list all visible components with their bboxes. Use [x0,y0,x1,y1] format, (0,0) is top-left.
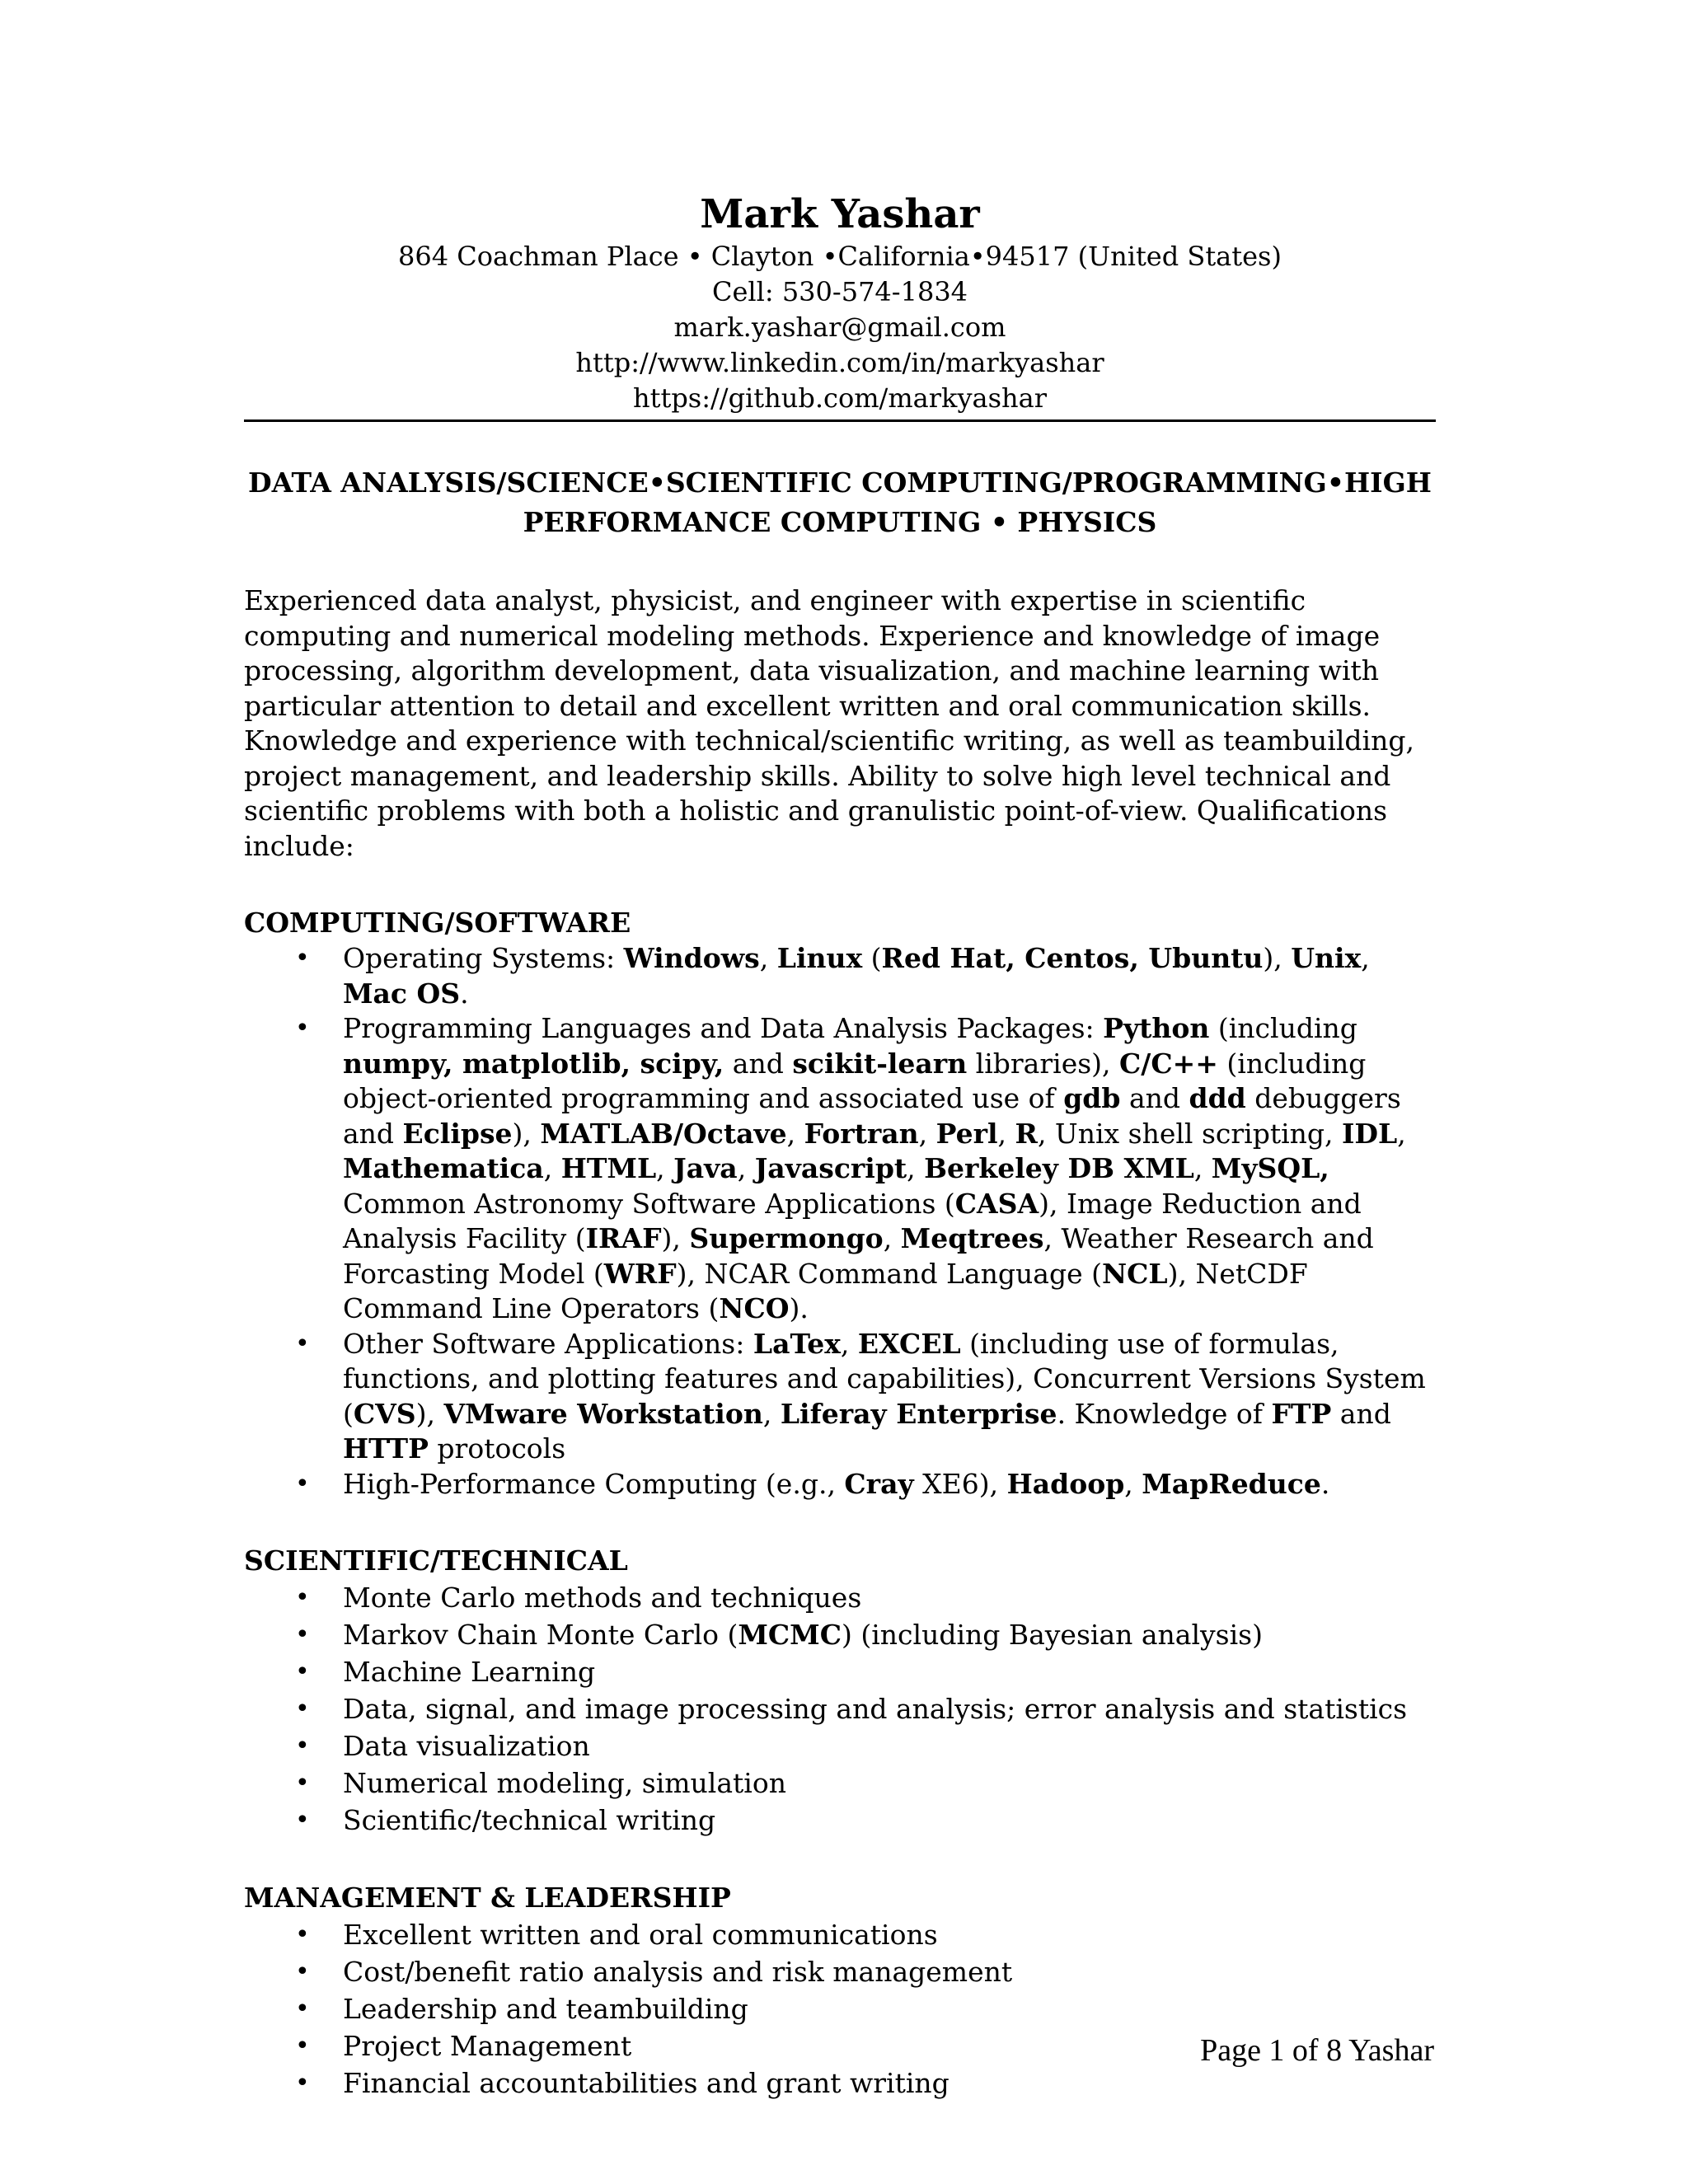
resume-header [244,190,1436,422]
bullet-icon: • [295,1469,310,1498]
bold-term: Meqtrees [900,1222,1044,1254]
text-segment: Leadership and teambuilding [343,1993,748,2025]
text-segment: ) (including Bayesian analysis) [841,1619,1263,1651]
text-segment: (including use of formulas, functions, and plotting features and capabilities), Concurrent Versions System ( [343,1327,1426,1430]
list-item [244,1011,1436,1327]
text-segment: Cost/benefit ratio analysis and risk management [343,1956,1013,1988]
bold-term: MySQL, [1211,1152,1329,1184]
text-segment: Scientific/technical writing [343,1804,716,1836]
bullet-icon: • [295,2069,310,2097]
bold-term: Java [673,1152,738,1184]
list-item [244,1616,1436,1653]
bold-term: NCO [719,1292,790,1324]
list-item [244,1467,1436,1502]
bold-term: Javascript [754,1152,907,1184]
list-item [244,1727,1436,1765]
bold-term: HTTP [343,1432,429,1465]
text-segment: High-Performance Computing (e.g., [343,1467,845,1500]
github-line: https://github.com/markyashar [632,382,1047,414]
list-item [244,1765,1436,1802]
bold-term: VMware Workstation [443,1397,763,1430]
text-segment: , [737,1152,755,1184]
bullet-icon: • [295,1920,310,1949]
list-item [244,1327,1436,1467]
list-item [244,1916,1436,1953]
text-segment: libraries), [967,1047,1120,1080]
bullet-icon: • [295,1620,310,1649]
text-segment: Markov Chain Monte Carlo ( [343,1619,738,1651]
bold-term: scikit-learn [792,1047,968,1080]
text-segment: ), NetCDF Command Line Operators ( [343,1257,1308,1324]
text-segment: XE6), [913,1467,1007,1500]
text-segment: Project Management [343,2030,632,2062]
bold-term: CASA [954,1187,1039,1220]
bullet-icon: • [295,1694,310,1723]
linkedin-line: http://www.linkedin.com/in/markyashar [575,347,1104,378]
text-segment: , [762,1397,781,1430]
scientific-list [244,1579,1436,1839]
text-segment: and [724,1047,793,1080]
list-item [244,941,1436,1011]
text-segment: , [997,1117,1015,1150]
text-segment: Monte Carlo methods and techniques [343,1582,862,1614]
bold-term: WRF [603,1257,677,1290]
bold-term: Python [1103,1012,1210,1044]
bullet-icon: • [295,1732,310,1760]
bullet-icon: • [295,1994,310,2023]
bold-term: Fortran [804,1117,919,1150]
text-segment: , [786,1117,804,1150]
bold-term: Mac OS [343,977,461,1010]
bold-term: Linux [776,942,863,974]
text-segment: , [759,942,777,974]
list-item [244,1990,1436,2027]
list-item [244,1690,1436,1727]
bold-term: ddd [1189,1082,1246,1114]
text-segment: , [840,1327,858,1360]
text-segment: , Weather Research and Forcasting Model ( [343,1222,1374,1290]
bold-term: CVS [353,1397,416,1430]
text-segment: Machine Learning [343,1656,596,1688]
text-segment: (including [1209,1012,1357,1044]
bullet-icon: • [295,1583,310,1612]
bold-term: MapReduce [1142,1467,1321,1500]
bold-term: Supermongo [689,1222,884,1254]
bold-term: Perl [935,1117,998,1150]
computing-list [244,941,1436,1502]
bold-term: MATLAB/Octave [540,1117,787,1150]
bullet-icon: • [295,2032,310,2060]
text-segment: ), Image Reduction and Analysis Facility ( [343,1187,1362,1254]
bullet-icon: • [295,944,310,972]
bold-term: numpy, matplotlib, scipy, [343,1047,724,1080]
bold-term: IRAF [585,1222,662,1254]
text-segment: protocols [428,1432,566,1465]
text-segment: ), NCAR Command Language ( [676,1257,1102,1290]
text-segment: Numerical modeling, simulation [343,1767,786,1799]
bold-term: Liferay Enterprise [780,1397,1057,1430]
bold-term: HTML [560,1152,657,1184]
bullet-icon: • [295,1806,310,1835]
text-segment: Operating Systems: [343,942,624,974]
bold-term: EXCEL [857,1327,961,1360]
text-segment: , [918,1117,936,1150]
text-segment: , [1397,1117,1406,1150]
text-segment: Programming Languages and Data Analysis Packages: [343,1012,1104,1044]
text-segment: , [543,1152,561,1184]
header-divider [244,419,1436,422]
list-item [244,1802,1436,1839]
address-line: 864 Coachman Place • Clayton •California•94517 (United States) [398,241,1282,272]
list-item [244,1953,1436,1990]
candidate-name: Mark Yashar [700,191,980,237]
resume-page [244,190,1436,2102]
text-segment: debuggers and [343,1082,1401,1150]
text-segment: ), [661,1222,690,1254]
text-segment: . [1320,1467,1330,1500]
bold-term: Cray [844,1467,914,1500]
text-segment: , [883,1222,901,1254]
career-headline: DATA ANALYSIS/SCIENCE•SCIENTIFIC COMPUTING/PROGRAMMING•HIGH PERFORMANCE COMPUTING • PHYSICS [248,466,1432,538]
bold-term: R [1015,1117,1038,1150]
professional-summary: Experienced data analyst, physicist, and engineer with expertise in scientific computing and numerical modeling methods. Experience and knowledge of image processing, algorithm development, data visualization, and machine learning with particular attention to detail and excellent written and oral communication skills. Knowledge and experience with technical/scientific writing, as well as teambuilding, project management, and leadership skills. Ability to solve high level technical and scientific problems with both a holistic and granulistic point-of-view. Qualifications include: [244,584,1414,862]
text-segment: Financial accountabilities and grant writing [343,2067,950,2099]
text-segment: , [907,1152,925,1184]
text-segment: . Knowledge of [1057,1397,1272,1430]
bullet-icon: • [295,1657,310,1686]
bold-term: Berkeley DB XML [924,1152,1194,1184]
text-segment: (including object-oriented programming and associated use of [343,1047,1367,1114]
phone-line: Cell: 530-574-1834 [711,276,968,307]
section-title-scientific: SCIENTIFIC/TECHNICAL [244,1544,628,1577]
bold-term: FTP [1271,1397,1332,1430]
text-segment: , [1124,1467,1142,1500]
bold-term: gdb [1063,1082,1121,1114]
section-scientific [244,1543,1436,1839]
text-segment: ), [1263,942,1292,974]
bold-term: Mathematica [343,1152,544,1184]
text-segment: , [656,1152,674,1184]
bold-term: NCL [1101,1257,1168,1290]
bold-term: Red Hat, Centos, Ubuntu [881,942,1264,974]
bold-term: IDL [1342,1117,1398,1150]
bold-term: Unix [1291,942,1362,974]
text-segment: and [1120,1082,1189,1114]
text-segment: and [1331,1397,1391,1430]
bold-term: MCMC [738,1619,842,1651]
email-line: mark.yashar@gmail.com [673,312,1006,343]
text-segment: ), [512,1117,541,1150]
text-segment: Data, signal, and image processing and analysis; error analysis and statistics [343,1693,1408,1725]
text-segment: , [1361,942,1370,974]
bullet-icon: • [295,1957,310,1986]
text-segment: , [1193,1152,1212,1184]
bold-term: C/C++ [1119,1047,1218,1080]
text-segment: Common Astronomy Software Applications ( [343,1187,955,1220]
text-segment: Data visualization [343,1730,590,1762]
bold-term: LaTex [753,1327,841,1360]
bullet-icon: • [295,1329,310,1358]
bold-term: Windows [623,942,760,974]
text-segment: ). [789,1292,809,1324]
text-segment: Excellent written and oral communications [343,1919,938,1951]
bold-term: Eclipse [402,1117,513,1150]
text-segment: Other Software Applications: [343,1327,753,1360]
text-segment: ), [415,1397,444,1430]
section-title-computing: COMPUTING/SOFTWARE [244,907,631,939]
bullet-icon: • [295,1769,310,1797]
management-list [244,1916,1436,2102]
list-item [244,1653,1436,1690]
list-item [244,1579,1436,1616]
page-footer: Page 1 of 8 Yashar [1200,2033,1434,2068]
bullet-icon: • [295,1014,310,1043]
text-segment: , Unix shell scripting, [1037,1117,1342,1150]
bold-term: Hadoop [1006,1467,1125,1500]
section-computing [244,905,1436,1502]
list-item [244,2064,1436,2102]
section-title-management: MANAGEMENT & LEADERSHIP [244,1882,731,1914]
text-segment: . [460,977,469,1010]
text-segment: ( [862,942,882,974]
